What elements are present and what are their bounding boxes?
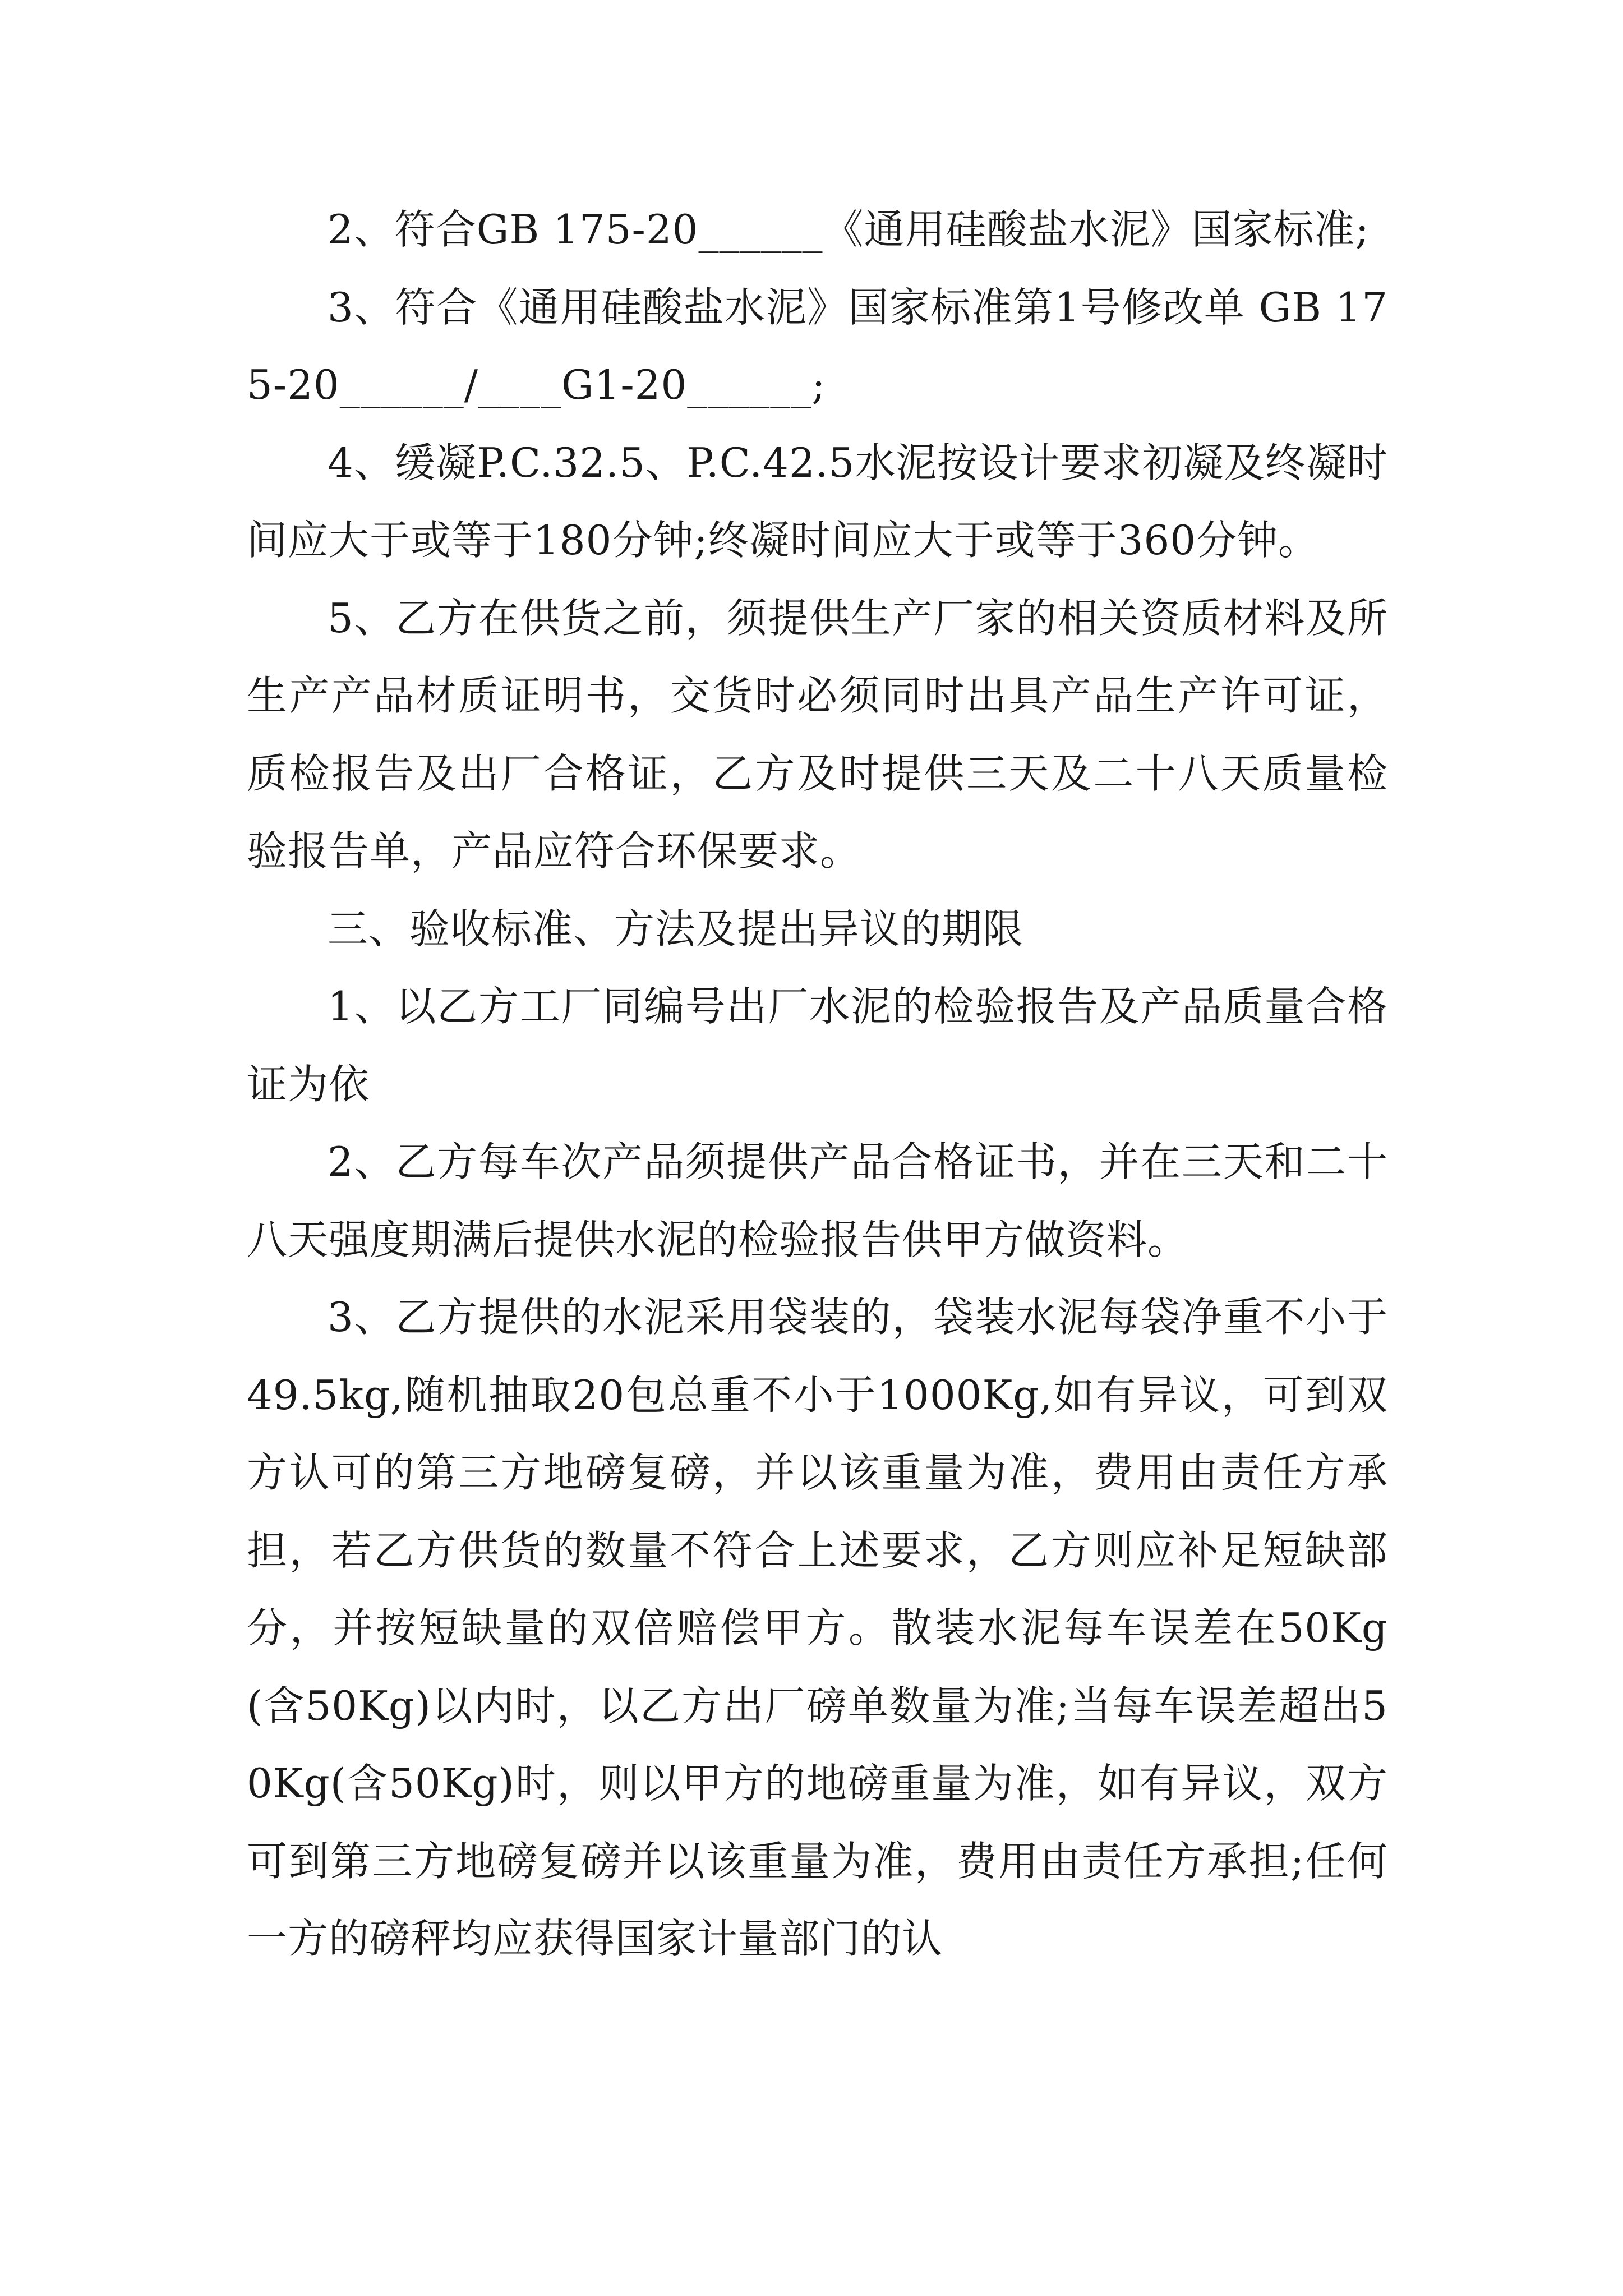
paragraph-certificates: 2、乙方每车次产品须提供产品合格证书，并在三天和二十八天强度期满后提供水泥的检验报告供甲方做资料。 <box>247 1138 1388 1263</box>
paragraph-inspection-basis: 1、以乙方工厂同编号出厂水泥的检验报告及产品质量合格证为依 <box>247 983 1388 1108</box>
document-body <box>247 191 1388 1978</box>
section-heading-acceptance: 三、验收标准、方法及提出异议的期限 <box>328 905 1024 953</box>
paragraph-amendment: 3、符合《通用硅酸盐水泥》国家标准第1号修改单 GB 175-20______/____G1-20______; <box>247 283 1388 408</box>
paragraph-setting-time: 4、缓凝P.C.32.5、P.C.42.5水泥按设计要求初凝及终凝时间应大于或等于180分钟;终凝时间应大于或等于360分钟。 <box>247 439 1388 564</box>
paragraph-standard-gb175: 2、符合GB 175-20______《通用硅酸盐水泥》国家标准; <box>328 206 1370 253</box>
paragraph-supplier-documents: 5、乙方在供货之前，须提供生产厂家的相关资质材料及所生产产品材质证明书，交货时必须同时出具产品生产许可证，质检报告及出厂合格证，乙方及时提供三天及二十八天质量检验报告单，产品应符合环保要求。 <box>247 594 1388 875</box>
paragraph-weight-rules: 3、乙方提供的水泥采用袋装的，袋装水泥每袋净重不小于49.5kg,随机抽取20包总重不小于1000Kg,如有异议，可到双方认可的第三方地磅复磅，并以该重量为准，费用由责任方承担，若乙方供货的数量不符合上述要求，乙方则应补足短缺部分，并按短缺量的双倍赔偿甲方。散装水泥每车误差在50Kg(含50Kg)以内时，以乙方出厂磅单数量为准;当每车误差超出50Kg(含50Kg)时，则以甲方的地磅重量为准，如有异议，双方可到第三方地磅复磅并以该重量为准，费用由责任方承担;任何一方的磅秤均应获得国家计量部门的认 <box>247 1294 1388 1962</box>
